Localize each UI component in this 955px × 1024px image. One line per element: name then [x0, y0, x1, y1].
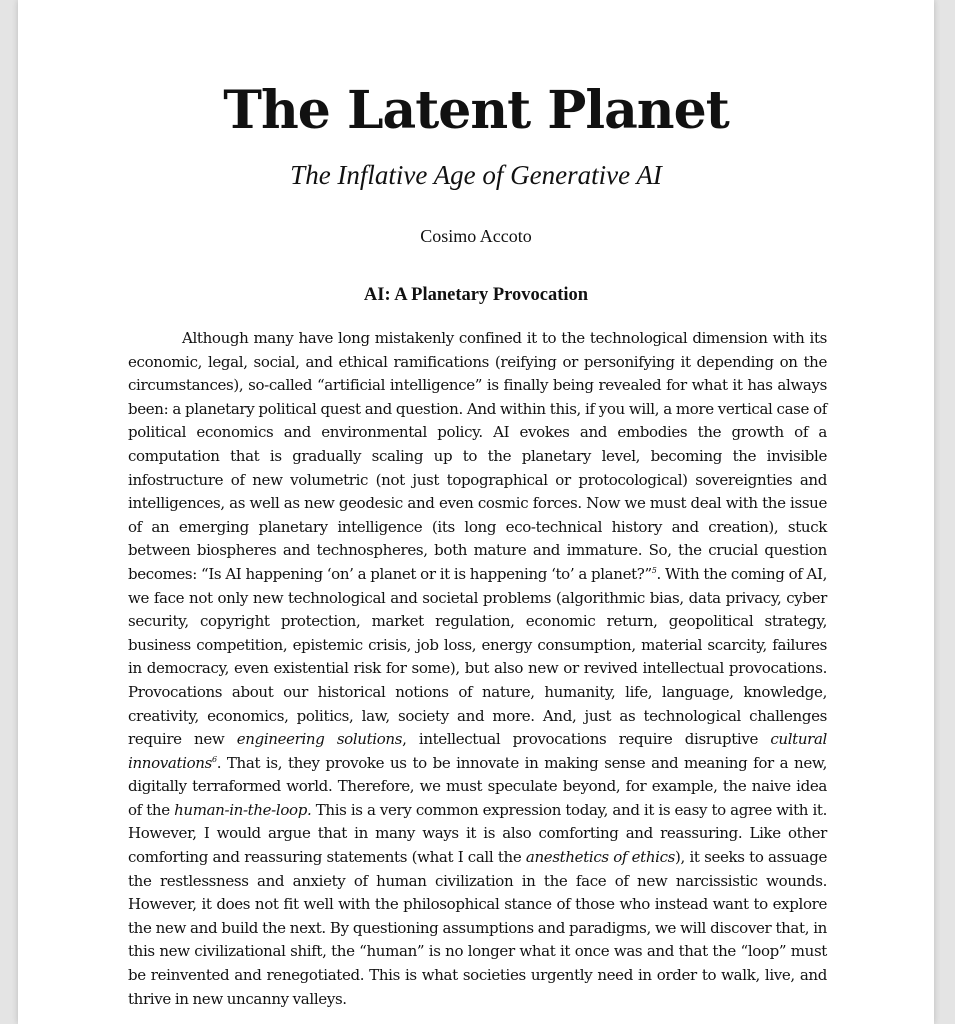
- text-run: . That is, they provoke us to be innovate in making sense and meaning for a new, digitally terraformed world. Therefore, we must speculate beyond, for example, the naive idea of the: [128, 753, 827, 819]
- document-page: [18, 0, 934, 1024]
- document-subtitle: The Inflative Age of Generative AI: [290, 160, 662, 190]
- body-paragraph: [128, 327, 827, 1011]
- text-run: Although many have long mistakenly confined it to the technological dimension with its economic, legal, social, and ethical ramifications (reifying or personifying it depending on the circumstances), so-called “artificial intelligence” is finally being revealed for what it has always been: a planetary political quest and question. And within this, if you will, a more vertical case of political economics and environmental policy. AI evokes and embodies the growth of a computation that is gradually scaling up to the planetary level, becoming the invisible infostructure of new volumetric (not just topographical or protocological) sovereignties and intelligences, as well as new geodesic and even cosmic forces. Now we must deal with the issue of an emerging planetary intelligence (its long eco-technical history and creation), stuck between biospheres and technospheres, both mature and immature. So, the crucial question becomes: “Is AI happening ‘on’ a planet or it is happening ‘to’ a planet?”: [128, 329, 827, 583]
- section-heading: AI: A Planetary Provocation: [363, 285, 589, 305]
- text-run: , intellectual provocations require disruptive: [402, 730, 771, 749]
- text-run: . With the coming of AI, we face not only new technological and societal problems (algorithmic bias, data privacy, cyber security, copyright protection, market regulation, economic return, geopolitical strategy, business competition, epistemic crisis, job loss, energy consumption, material scarcity, failures in democracy, even existential risk for some), but also new or revived intellectual provocations. Provocations about our historical notions of nature, humanity, life, language, knowledge, creativity, economics, politics, law, society and more. And, just as technological challenges require new: [128, 564, 827, 749]
- author-name: Cosimo Accoto: [420, 226, 532, 246]
- text-run: This is a very common expression today, and it is easy to agree with it. However, I would argue that in many ways it is also comforting and reassuring. Like other comforting and reassuring statements (what I call the: [128, 800, 828, 867]
- text-run: ), it seeks to assuage the restlessness and anxiety of human civilization in the face of new narcissistic wounds. However, it does not fit well with the philosophical stance of those who instead want to explore the new and build the next. By questioning assumptions and paradigms, we will discover that, in this new civilizational shift, the “human” is no longer what it once was and that the “loop” must be reinvented and renegotiated. This is what societies urgently need in order to walk, live, and thrive in new uncanny valleys.: [128, 848, 827, 1008]
- emphasis-text: human-in-the-loop.: [174, 800, 312, 819]
- footnote-marker[interactable]: 5: [651, 565, 657, 575]
- emphasis-text: engineering solutions: [236, 730, 403, 749]
- footnote-marker[interactable]: 6: [211, 754, 217, 764]
- emphasis-text: anesthetics of ethics: [525, 848, 676, 867]
- emphasis-text: cultural innovations: [128, 730, 827, 772]
- document-title: The Latent Planet: [223, 80, 729, 141]
